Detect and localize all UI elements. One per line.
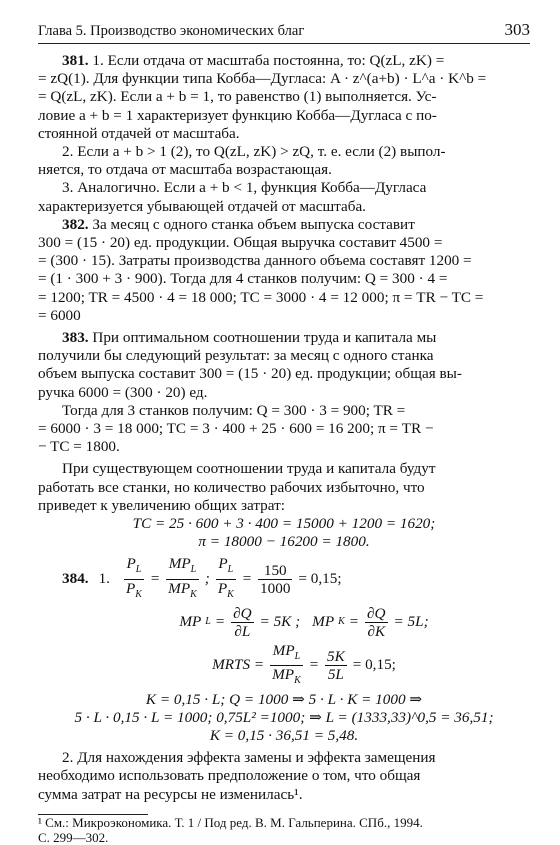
text-line: = (300 · 15). Затраты производства данного объема составят 1200 = xyxy=(38,252,472,270)
text-line: получили бы следующий результат: за месяц с одного станка xyxy=(38,347,434,365)
text-line: 300 = (15 · 20) ед. продукции. Общая выручка составит 4500 = xyxy=(38,234,443,252)
text-line: Тогда для 3 станков получим: Q = 300 · 3 = 900; TR = xyxy=(62,401,406,419)
fraction-pl-pk: $\frac{P_L}{P_K}$ xyxy=(125,555,142,600)
page-number: 303 xyxy=(504,20,530,39)
text-line: − TC = 1800. xyxy=(38,438,120,456)
text-line: = (1 · 300 + 3 · 900). Тогда для 4 станков получим: Q = 300 · 4 = xyxy=(38,270,448,288)
text-line: ловие a + b = 1 характеризует функцию Кобба—Дугласа с по- xyxy=(38,106,437,124)
fraction-pl-pk-2: $\frac{P_L}{P_K}$ xyxy=(217,555,234,600)
text-line: 1. Если отдача от масштаба постоянна, то: Q(zL, zK) = xyxy=(92,52,445,69)
marginal-products: MP L = $\frac{\partial Q}{\partial L}$ = 5K ; MP K = $\frac{\partial Q}{\partial K}$ = 5L; xyxy=(179,604,429,640)
fraction-dq-dl: $\frac{\partial Q}{\partial L}$ xyxy=(233,604,252,640)
formula-profit: π = 18000 − 16200 = 1800. xyxy=(198,533,370,551)
solution-382 xyxy=(38,216,530,234)
text-line: сумма затрат на ресурсы не изменилась¹. xyxy=(38,785,303,803)
formula-k3: K = 0,15 · 36,51 = 5,48. xyxy=(209,727,359,745)
problem-number: 381. xyxy=(62,52,89,69)
text-line: 3. Аналогично. Если a + b < 1, функция Кобба—Дугласа xyxy=(62,179,427,197)
formula-k1: K = 0,15 · L; Q = 1000 ⇒ 5 · L · K = 1000 ⇒ xyxy=(145,690,423,708)
text-line: = 1200; TR = 4500 · 4 = 18 000; TC = 3000 · 4 = 12 000; π = TR − TC = xyxy=(38,288,484,306)
text-line: работать все станки, но количество рабочих избыточно, что xyxy=(38,478,425,496)
page-content xyxy=(38,52,530,845)
footnote: ¹ См.: Микроэкономика. Т. 1 / Под ред. В. М. Гальперина. СПб., 1994. С. 299—302. xyxy=(38,814,423,845)
running-header xyxy=(38,20,530,44)
text-line: объем выпуска составит 300 = (15 · 20) ед. продукции; общая вы- xyxy=(38,365,462,383)
problem-number: 383. xyxy=(62,329,89,347)
ratio-value: = 0,15; xyxy=(298,569,342,587)
text-line: няется, то отдача от масштаба возрастающая. xyxy=(38,161,332,179)
text-line: При оптимальном соотношении труда и капитала мы xyxy=(92,329,437,347)
text-line: = 6000 · 3 = 18 000; TC = 3 · 400 + 25 · 600 = 16 200; π = TR − xyxy=(38,420,434,438)
fraction-dq-dk: $\frac{\partial Q}{\partial K}$ xyxy=(367,604,386,640)
text-line: характеризуется убывающей отдачей от масштаба. xyxy=(38,197,366,215)
problem-number: 384. xyxy=(62,569,89,587)
text-line: = Q(zL, zK). Если a + b = 1, то равенство (1) выполняется. Ус- xyxy=(38,88,437,106)
solution-383 xyxy=(38,329,530,347)
text-line: ручка 6000 = (300 · 20) ед. xyxy=(38,383,208,401)
text-line: необходимо использовать предположение о том, что общая xyxy=(38,767,421,785)
problem-number: 382. xyxy=(62,215,89,233)
text-line: стоянной отдачей от масштаба. xyxy=(38,124,240,142)
solution-381 xyxy=(38,52,530,70)
chapter-title: Глава 5. Производство экономических благ xyxy=(38,23,305,39)
fraction-mpl-mpk-2: $\frac{MP_L}{MP_K}$ xyxy=(272,641,301,686)
text-line: = 6000 xyxy=(38,306,81,324)
fraction-5k-5l: $\frac{5K}{5L}$ xyxy=(326,647,345,683)
formula-tc: TC = 25 · 600 + 3 · 400 = 15000 + 1200 = 1620; xyxy=(132,515,436,533)
formula-k2: 5 · L · 0,15 · L = 1000; 0,75L² =1000; ⇒ L = (1333,33)^0,5 = 36,51; xyxy=(74,708,494,726)
fraction-150-1000: $\frac{150}{1000}$ xyxy=(260,561,291,597)
solution-384-ratio: 384. 1. $\frac{P_L}{P_K}$ = $\frac{MP_L}{MP_K}$ ; $\frac{P_L}{P_K}$ = $\frac{150}{1000}$ = 0,15; xyxy=(38,555,530,602)
item-number: 1. xyxy=(98,569,110,587)
text-line: За месяц с одного станка объем выпуска составит xyxy=(92,215,415,233)
text-line: 2. Для нахождения эффекта замены и эффекта замещения xyxy=(62,749,436,767)
text-line: = zQ(1). Для функции типа Кобба—Дугласа: A · z^(a+b) · L^a · K^b = xyxy=(38,70,487,88)
text-line: При существующем соотношении труда и капитала будут xyxy=(62,460,436,478)
mrts-formula: MRTS = $\frac{MP_L}{MP_K}$ = $\frac{5K}{5L}$ = 0,15; xyxy=(38,642,530,689)
text-line: приведет к увеличению общих затрат: xyxy=(38,496,285,514)
text-line: 2. Если a + b > 1 (2), то Q(zL, zK) > zQ, т. е. если (2) выпол- xyxy=(62,143,446,161)
fraction-mpl-mpk: $\frac{MP_L}{MP_K}$ xyxy=(168,555,197,600)
